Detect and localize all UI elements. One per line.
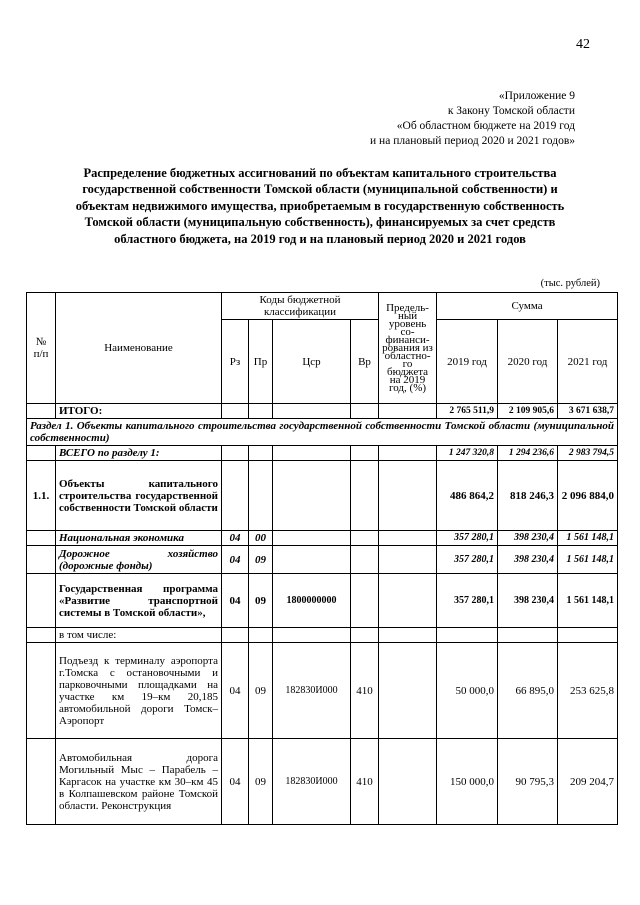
row-name: Национальная экономика [56, 531, 222, 546]
value-2020: 1 294 236,6 [498, 446, 558, 461]
value-2021: 2 983 794,5 [558, 446, 618, 461]
value-2020: 90 795,3 [498, 739, 558, 825]
row-pr: 09 [249, 574, 273, 628]
row-pr: 09 [249, 739, 273, 825]
header-codes: Коды бюджетной классификации [222, 293, 379, 320]
row-name: Автомобильная дорога Могильный Мыс – Парабель – Каргасок на участке км 30–км 45 в Колпашевском районе Томской области. Реконструкция [56, 739, 222, 825]
row-csr: 182830И000 [273, 739, 351, 825]
row-vr: 410 [351, 739, 379, 825]
table-row-section [27, 419, 618, 446]
row-csr: 1800000000 [273, 574, 351, 628]
value-2021: 209 204,7 [558, 739, 618, 825]
value-2020: 398 230,4 [498, 531, 558, 546]
row-pr: 09 [249, 546, 273, 574]
value-2021: 3 671 638,7 [558, 404, 618, 419]
appendix-line: «Приложение 9 [498, 90, 575, 102]
page-number: 42 [576, 37, 590, 52]
row-rz: 04 [222, 643, 249, 739]
header-csr: Цср [273, 320, 351, 404]
header-level: Предель-ный уровень со-финанси-рования из областно-го бюджета на 2019 год, (%) [379, 293, 437, 404]
value-2019: 357 280,1 [437, 546, 498, 574]
table-row-program [27, 574, 618, 628]
value-2020: 2 109 905,6 [498, 404, 558, 419]
value-2021: 1 561 148,1 [558, 546, 618, 574]
row-rz: 04 [222, 739, 249, 825]
header-num: № п/п [27, 293, 56, 404]
value-2021: 1 561 148,1 [558, 574, 618, 628]
table-row-economy [27, 531, 618, 546]
value-2020: 398 230,4 [498, 546, 558, 574]
row-pr: 00 [249, 531, 273, 546]
row-name: Государственная программа «Развитие транспортной системы в Томской области», [56, 574, 222, 628]
header-sum: Сумма [437, 293, 618, 320]
row-pr: 09 [249, 643, 273, 739]
value-2021: 1 561 148,1 [558, 531, 618, 546]
appendix-line: «Об областном бюджете на 2019 год [396, 120, 575, 132]
row-name: ИТОГО: [56, 404, 222, 419]
header-name: Наименование [56, 293, 222, 404]
value-2020: 398 230,4 [498, 574, 558, 628]
row-name: Объекты капитального строительства государственной собственности Томской области [56, 461, 222, 531]
value-2021: 253 625,8 [558, 643, 618, 739]
row-num: 1.1. [27, 461, 56, 531]
table-row-section-total [27, 446, 618, 461]
header-pr: Пр [249, 320, 273, 404]
row-csr: 182830И000 [273, 643, 351, 739]
row-name: Подъезд к терминалу аэропорта г.Томска с остановочными и парковочными площадками на участке км 19–км 20,185 автомобильной дороги Томск–Аэропорт [56, 643, 222, 739]
table-row-roads [27, 546, 618, 574]
table-row-objects [27, 461, 618, 531]
row-name: в том числе: [56, 628, 222, 643]
appendix-header [300, 89, 575, 149]
header-2020: 2020 год [498, 320, 558, 404]
row-rz: 04 [222, 546, 249, 574]
value-2019: 50 000,0 [437, 643, 498, 739]
appendix-line: и на плановый период 2020 и 2021 годов» [370, 135, 575, 147]
value-2020: 66 895,0 [498, 643, 558, 739]
row-name: Дорожное хозяйство (дорожные фонды) [56, 546, 222, 574]
table-row-including [27, 628, 618, 643]
row-rz: 04 [222, 531, 249, 546]
value-2019: 357 280,1 [437, 531, 498, 546]
header-row [27, 293, 618, 320]
row-name: ВСЕГО по разделу 1: [56, 446, 222, 461]
header-vr: Вр [351, 320, 379, 404]
section-title: Раздел 1. Объекты капитального строительства государственной собственности Томской области (муниципальной собственности) [27, 419, 618, 446]
value-2019: 486 864,2 [437, 461, 498, 531]
table-row-total [27, 404, 618, 419]
row-vr: 410 [351, 643, 379, 739]
value-2019: 150 000,0 [437, 739, 498, 825]
header-rz: Рз [222, 320, 249, 404]
value-2019: 357 280,1 [437, 574, 498, 628]
document-title: Распределение бюджетных ассигнований по объектам капитального строительства государственной собственности Томской области (муниципальной собственности) и объектам недвижимого имущества, приобретаемым в государственную собственность Томской области (муниципальную собственность), финансируемых за счет средств областного бюджета, на 2019 год и на плановый период 2020 и 2021 годов [75, 166, 565, 246]
appendix-line: к Закону Томской области [447, 105, 575, 117]
table-row-item [27, 739, 618, 825]
units-label: (тыс. рублей) [540, 278, 600, 289]
budget-table [26, 292, 618, 825]
row-rz: 04 [222, 574, 249, 628]
value-2019: 2 765 511,9 [437, 404, 498, 419]
value-2021: 2 096 884,0 [558, 461, 618, 531]
value-2020: 818 246,3 [498, 461, 558, 531]
header-2021: 2021 год [558, 320, 618, 404]
table-row-item [27, 643, 618, 739]
header-2019: 2019 год [437, 320, 498, 404]
value-2019: 1 247 320,8 [437, 446, 498, 461]
